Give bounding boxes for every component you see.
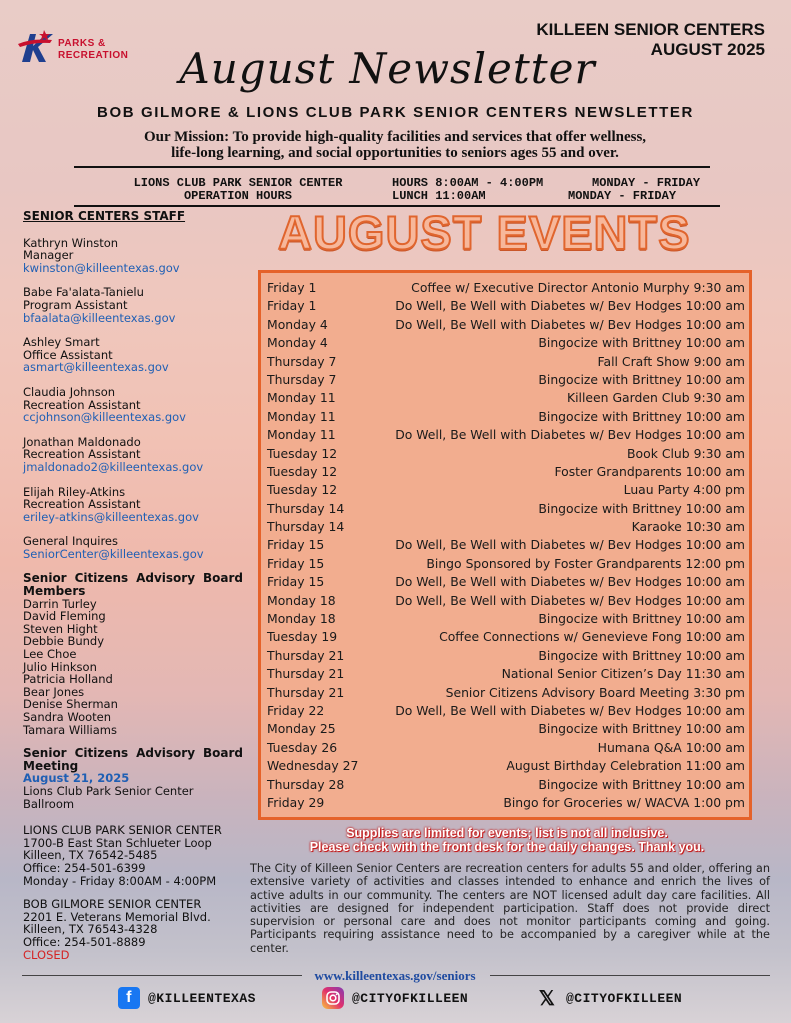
event-description: Coffee Connections w/ Genevieve Fong 10:00 am bbox=[439, 629, 745, 645]
event-row bbox=[267, 757, 745, 775]
event-description: Coffee w/ Executive Director Antonio Murphy 9:30 am bbox=[411, 280, 745, 295]
facebook-icon: f bbox=[118, 987, 140, 1009]
website-link[interactable]: www.killeentexas.gov/seniors bbox=[314, 968, 476, 983]
event-row bbox=[267, 334, 745, 352]
event-description: Bingocize with Brittney 10:00 am bbox=[538, 776, 745, 792]
event-day: Tuesday 12 bbox=[267, 482, 338, 498]
event-row bbox=[267, 353, 745, 371]
centers-title: KILLEEN SENIOR CENTERS AUGUST 2025 bbox=[536, 20, 765, 59]
divider-top bbox=[74, 166, 710, 168]
event-row bbox=[267, 628, 745, 646]
event-day: Tuesday 12 bbox=[267, 463, 338, 479]
event-day: Thursday 21 bbox=[267, 666, 345, 682]
advisory-board: Senior Citizens Advisory Board Members Darrin Turley David Fleming Steven Hight Debbie Bundy Lee Choe Julio Hinkson Patricia Holland Bear Jones Denise Sherman Sandra Wooten Tamara Williams bbox=[23, 571, 243, 737]
footer-rule bbox=[490, 975, 770, 976]
footer-rule bbox=[22, 975, 302, 976]
staff-email[interactable]: asmart@killeentexas.gov bbox=[23, 360, 169, 375]
board-member: Julio Hinkson bbox=[23, 659, 97, 674]
event-day: Monday 18 bbox=[267, 611, 336, 627]
board-member: Denise Sherman bbox=[23, 697, 118, 712]
event-row bbox=[267, 702, 745, 720]
events-box bbox=[258, 270, 752, 820]
staff-member: Claudia Johnson Recreation Assistant ccjohnson@killeentexas.gov bbox=[23, 386, 243, 424]
staff-member: Ashley Smart Office Assistant asmart@killeentexas.gov bbox=[23, 336, 243, 374]
event-row bbox=[267, 518, 745, 536]
events-title: AUGUST EVENTS bbox=[278, 206, 691, 259]
event-day: Monday 18 bbox=[267, 592, 336, 608]
event-day: Thursday 21 bbox=[267, 684, 345, 700]
x-icon: 𝕏 bbox=[538, 987, 556, 1010]
event-row bbox=[267, 610, 745, 628]
meeting-date: August 21, 2025 bbox=[23, 771, 130, 786]
staff-email[interactable]: ccjohnson@killeentexas.gov bbox=[23, 410, 186, 425]
event-row bbox=[267, 720, 745, 738]
event-day: Friday 22 bbox=[267, 702, 325, 718]
staff-email[interactable]: kwinston@killeentexas.gov bbox=[23, 260, 180, 275]
staff-email[interactable]: eriley-atkins@killeentexas.gov bbox=[23, 509, 199, 524]
event-row bbox=[267, 739, 745, 757]
event-description: Senior Citizens Advisory Board Meeting 3:30 pm bbox=[445, 684, 745, 700]
logo-text: PARKS & RECREATION bbox=[58, 38, 129, 61]
staff-member: Babe Fa'alata-Tanielu Program Assistant bfaalata@killeentexas.gov bbox=[23, 286, 243, 324]
event-description: Do Well, Be Well with Diabetes w/ Bev Hodges 10:00 am bbox=[395, 298, 745, 314]
staff-member: Kathryn Winston Manager kwinston@killeentexas.gov bbox=[23, 237, 243, 275]
event-row bbox=[267, 776, 745, 794]
event-day: Thursday 7 bbox=[267, 371, 337, 387]
disclaimer: The City of Killeen Senior Centers are recreation centers for adults 55 and older, offering an extensive variety of activities and classes intended to enhance and enrich the lives of active adults in our community. The centers are NOT licensed adult day care facilities. All activities are designed for independent participation. Staff does not provide direct supervision or personal care and does not monitor participants coming and going. Participants requiring assistance need to be accompanied by a caregiver while at the center. bbox=[250, 862, 770, 955]
staff-member: Elijah Riley-Atkins Recreation Assistant eriley-atkins@killeentexas.gov bbox=[23, 486, 243, 524]
event-description: Killeen Garden Club 9:30 am bbox=[566, 390, 745, 406]
event-row bbox=[267, 555, 745, 573]
general-email[interactable]: SeniorCenter@killeentexas.gov bbox=[23, 546, 204, 561]
event-row bbox=[267, 481, 745, 499]
event-day: Thursday 7 bbox=[267, 353, 337, 369]
event-description: Do Well, Be Well with Diabetes w/ Bev Hodges 10:00 am bbox=[395, 537, 745, 553]
event-description: Bingo for Groceries w/ WACVA 1:00 pm bbox=[503, 794, 745, 810]
event-day: Tuesday 26 bbox=[267, 739, 338, 755]
events-table bbox=[267, 279, 745, 812]
event-row bbox=[267, 684, 745, 702]
event-row bbox=[267, 463, 745, 481]
event-day: Thursday 28 bbox=[267, 776, 345, 792]
facebook-link[interactable]: f @KILLEENTEXAS bbox=[118, 986, 256, 1010]
board-member: Sandra Wooten bbox=[23, 710, 112, 724]
event-row bbox=[267, 279, 745, 297]
event-day: Thursday 14 bbox=[267, 500, 345, 516]
event-row bbox=[267, 389, 745, 407]
event-row bbox=[267, 647, 745, 665]
mission-statement: Our Mission: To provide high-quality facilities and services that offer wellness, life-long learning, and social opportunities to seniors ages 55 and over. bbox=[143, 129, 647, 161]
board-member: David Fleming bbox=[23, 609, 106, 624]
event-day: Monday 11 bbox=[267, 390, 336, 406]
event-row bbox=[267, 316, 745, 334]
staff-heading: SENIOR CENTERS STAFF bbox=[23, 209, 186, 223]
event-day: Friday 15 bbox=[267, 574, 325, 590]
instagram-icon bbox=[322, 987, 344, 1009]
event-day: Thursday 14 bbox=[267, 519, 345, 535]
event-day: Monday 4 bbox=[267, 316, 328, 332]
event-day: Friday 29 bbox=[267, 794, 325, 810]
board-heading: Senior Citizens Advisory Board bbox=[23, 571, 243, 586]
event-description: Do Well, Be Well with Diabetes w/ Bev Hodges 10:00 am bbox=[395, 427, 745, 443]
event-description: Bingocize with Brittney 10:00 am bbox=[538, 371, 745, 387]
event-description: August Birthday Celebration 11:00 am bbox=[506, 758, 745, 774]
newsletter-title: August Newsletter bbox=[179, 44, 596, 93]
instagram-link[interactable]: @CITYOFKILLEEN bbox=[322, 986, 468, 1010]
board-member: Bear Jones bbox=[23, 684, 85, 699]
event-day: Friday 15 bbox=[267, 555, 325, 571]
event-description: Bingocize with Brittney 10:00 am bbox=[538, 647, 745, 663]
lions-center-info: LIONS CLUB PARK SENIOR CENTER 1700-B East Stan Schlueter Loop Killeen, TX 76542-5485 Office: 254-501-6399 Monday - Friday 8:00AM - 4:00PM bbox=[23, 823, 222, 888]
board-member: Darrin Turley bbox=[23, 596, 97, 611]
event-row bbox=[267, 408, 745, 426]
event-day: Friday 1 bbox=[267, 280, 317, 295]
event-description: Bingocize with Brittney 10:00 am bbox=[538, 335, 745, 351]
event-day: Monday 11 bbox=[267, 408, 336, 424]
event-description: Fall Craft Show 9:00 am bbox=[597, 353, 745, 369]
event-description: Do Well, Be Well with Diabetes w/ Bev Hodges 10:00 am bbox=[395, 592, 745, 608]
board-member: Patricia Holland bbox=[23, 672, 113, 687]
board-meeting: Senior Citizens Advisory Board Meeting August 21, 2025 Lions Club Park Senior Center Ballroom bbox=[23, 746, 243, 811]
events-notice: Supplies are limited for events; list is not all inclusive. Please check with the front desk for the daily changes. Thank you. bbox=[309, 826, 705, 854]
event-description: Bingo Sponsored by Foster Grandparents 12:00 pm bbox=[426, 555, 745, 571]
event-day: Tuesday 12 bbox=[267, 445, 338, 461]
board-member: Lee Choe bbox=[23, 647, 77, 662]
event-day: Monday 4 bbox=[267, 335, 328, 351]
event-day: Tuesday 19 bbox=[267, 629, 338, 645]
event-day: Monday 11 bbox=[267, 427, 336, 443]
event-row bbox=[267, 573, 745, 591]
event-description: Luau Party 4:00 pm bbox=[623, 482, 745, 498]
event-day: Monday 25 bbox=[267, 721, 336, 737]
newsletter-subtitle: BOB GILMORE & LIONS CLUB PARK SENIOR CENTERS NEWSLETTER bbox=[97, 104, 694, 121]
staff-member: Jonathan Maldonado Recreation Assistant jmaldonado2@killeentexas.gov bbox=[23, 436, 243, 474]
board-member: Steven Hight bbox=[23, 621, 98, 636]
event-row bbox=[267, 445, 745, 463]
x-link[interactable]: 𝕏 @CITYOFKILLEEN bbox=[536, 986, 682, 1010]
event-row bbox=[267, 794, 745, 812]
event-row bbox=[267, 297, 745, 315]
bob-gilmore-center-info: BOB GILMORE SENIOR CENTER 2201 E. Veterans Memorial Blvd. Killeen, TX 76543-4328 Office: 254-501-8889 CLOSED bbox=[23, 898, 243, 961]
event-day: Friday 1 bbox=[267, 298, 317, 314]
event-row bbox=[267, 426, 745, 444]
event-day: Wednesday 27 bbox=[267, 758, 359, 774]
general-inquiries: General Inquires SeniorCenter@killeentexas.gov bbox=[23, 535, 243, 560]
sidebar bbox=[23, 210, 243, 972]
board-member: Debbie Bundy bbox=[23, 634, 105, 649]
event-description: Bingocize with Brittney 10:00 am bbox=[538, 500, 745, 516]
event-description: Bingocize with Brittney 10:00 am bbox=[538, 721, 745, 737]
staff-email[interactable]: bfaalata@killeentexas.gov bbox=[23, 310, 176, 325]
closed-status: CLOSED bbox=[23, 947, 70, 962]
event-description: Foster Grandparents 10:00 am bbox=[554, 463, 745, 479]
event-row bbox=[267, 592, 745, 610]
event-description: Book Club 9:30 am bbox=[627, 445, 745, 461]
event-description: Do Well, Be Well with Diabetes w/ Bev Hodges 10:00 am bbox=[395, 702, 745, 718]
staff-email[interactable]: jmaldonado2@killeentexas.gov bbox=[23, 459, 204, 474]
event-row bbox=[267, 371, 745, 389]
event-description: Humana Q&A 10:00 am bbox=[597, 739, 745, 755]
event-row bbox=[267, 665, 745, 683]
board-member: Tamara Williams bbox=[23, 722, 117, 737]
event-description: Do Well, Be Well with Diabetes w/ Bev Hodges 10:00 am bbox=[395, 316, 745, 332]
event-description: Do Well, Be Well with Diabetes w/ Bev Hodges 10:00 am bbox=[395, 574, 745, 590]
event-description: National Senior Citizen’s Day 11:30 am bbox=[501, 666, 745, 682]
event-row bbox=[267, 500, 745, 518]
event-description: Bingocize with Brittney 10:00 am bbox=[538, 408, 745, 424]
event-day: Friday 15 bbox=[267, 537, 325, 553]
event-row bbox=[267, 536, 745, 554]
event-day: Thursday 21 bbox=[267, 647, 345, 663]
event-description: Bingocize with Brittney 10:00 am bbox=[538, 611, 745, 627]
event-description: Karaoke 10:30 am bbox=[631, 519, 745, 535]
